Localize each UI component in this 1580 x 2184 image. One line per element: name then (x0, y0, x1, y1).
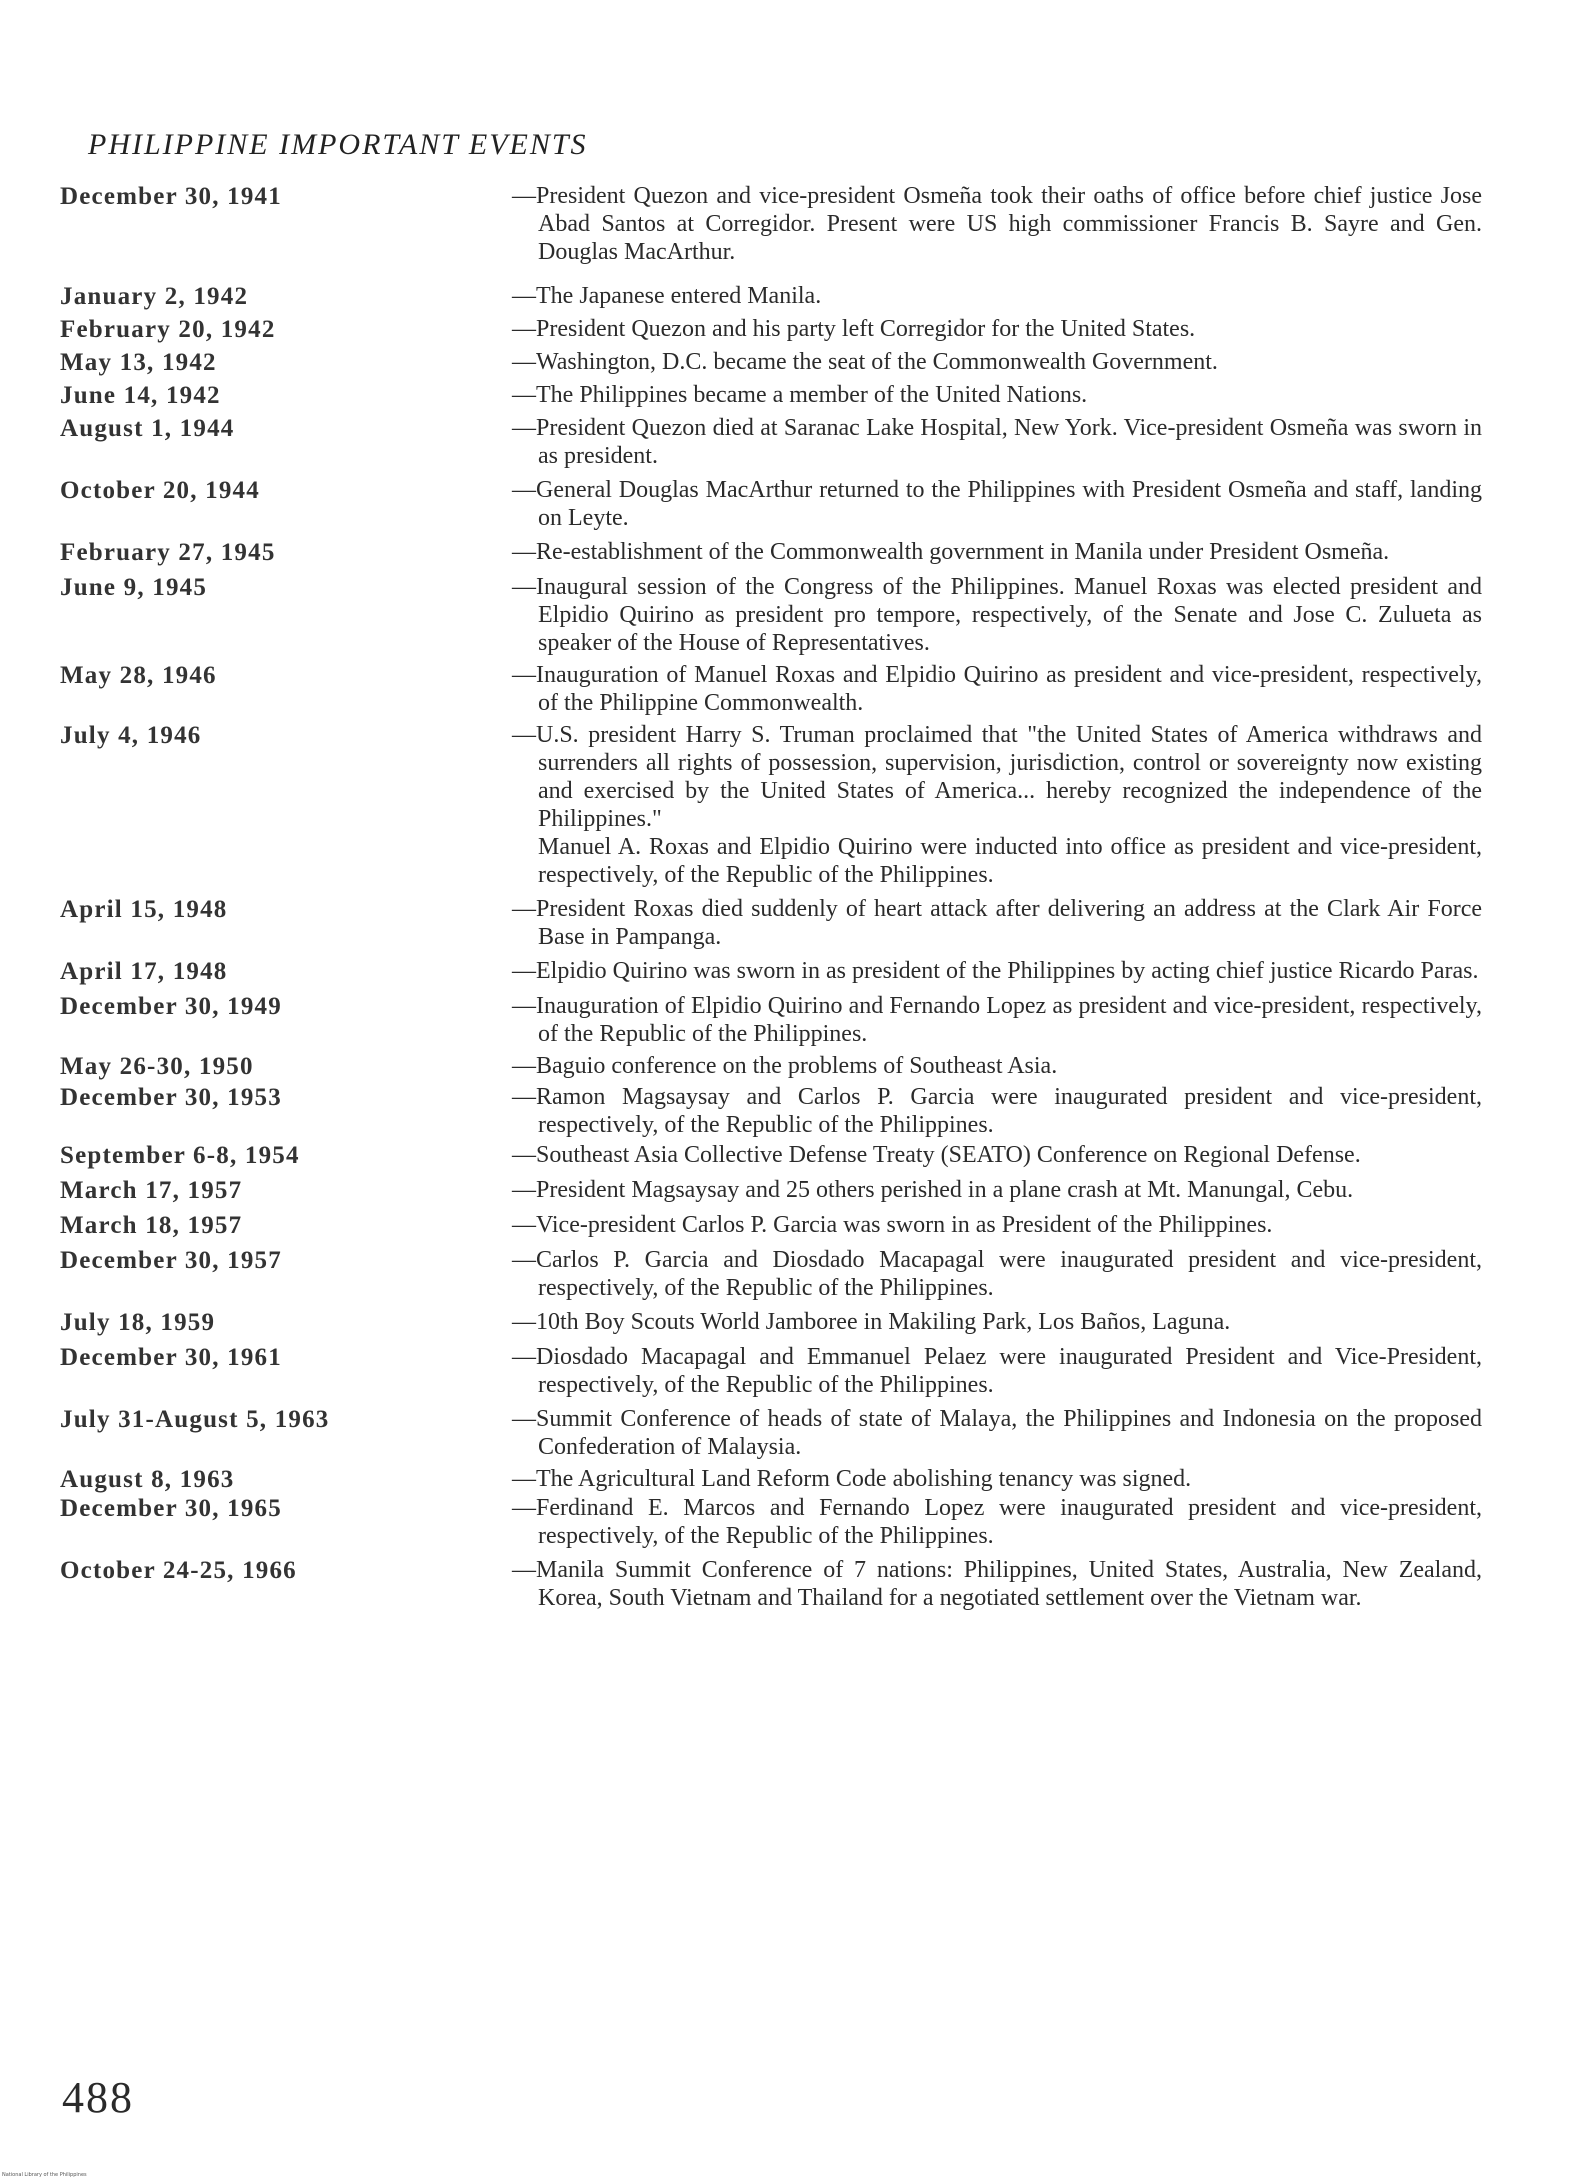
event-date: June 14, 1942 (60, 382, 221, 409)
page-number: 488 (62, 2073, 134, 2122)
event-row (60, 1052, 1500, 1081)
event-date: December 30, 1965 (60, 1495, 282, 1522)
event-date: August 8, 1963 (60, 1466, 235, 1493)
event-description-part: —U.S. president Harry S. Truman proclaimed that "the United States of America withdraws and surrenders all rights of possession, supervision, jurisdiction, control or sovereignty now existing and exercised by the United States of America... hereby recognized the independence of the Philippines." (512, 722, 1482, 832)
event-row (60, 381, 1500, 410)
event-row (60, 1494, 1500, 1550)
event-date: May 28, 1946 (60, 662, 217, 689)
event-date: February 20, 1942 (60, 316, 276, 343)
event-row (60, 1343, 1500, 1399)
event-date: January 2, 1942 (60, 283, 249, 310)
event-description: —10th Boy Scouts World Jamboree in Makiling Park, Los Baños, Laguna. (512, 1309, 1231, 1335)
event-row (60, 1465, 1500, 1494)
event-date: December 30, 1941 (60, 183, 282, 210)
event-description: —Inaugural session of the Congress of the Philippines. Manuel Roxas was elected president and Elpidio Quirino as president pro tempore, respectively, of the Senate and Jose C. Zulueta as speaker of the House of Representatives. (512, 574, 1482, 656)
event-date: July 31-August 5, 1963 (60, 1406, 330, 1433)
event-row (60, 348, 1500, 377)
event-description: —Inauguration of Elpidio Quirino and Fernando Lopez as president and vice-president, respectively, of the Republic of the Philippines. (512, 993, 1482, 1047)
event-description: —Baguio conference on the problems of Southeast Asia. (512, 1053, 1058, 1079)
event-date: October 24-25, 1966 (60, 1557, 297, 1584)
event-description: —General Douglas MacArthur returned to the Philippines with President Osmeña and staff, landing on Leyte. (512, 477, 1482, 531)
event-description: —Elpidio Quirino was sworn in as president of the Philippines by acting chief justice Ricardo Paras. (512, 958, 1479, 984)
event-row (60, 282, 1500, 311)
event-row (60, 573, 1500, 657)
event-row (60, 1556, 1500, 1612)
event-row (60, 1405, 1500, 1461)
event-description: —President Quezon and vice-president Osmeña took their oaths of office before chief justice Jose Abad Santos at Corregidor. Present were US high commissioner Francis B. Sayre and Gen. Douglas MacArthur. (512, 183, 1482, 265)
event-description: —The Philippines became a member of the United Nations. (512, 382, 1088, 408)
event-description-continued: Manuel A. Roxas and Elpidio Quirino were inducted into office as president and vice-president, respectively, of the Republic of the Philippines. (538, 834, 1482, 888)
event-description: —Inauguration of Manuel Roxas and Elpidio Quirino as president and vice-president, respectively, of the Philippine Commonwealth. (512, 662, 1482, 716)
event-description: —Summit Conference of heads of state of Malaya, the Philippines and Indonesia on the proposed Confederation of Malaysia. (512, 1406, 1482, 1460)
event-date: August 1, 1944 (60, 415, 235, 442)
event-description: —The Japanese entered Manila. (512, 283, 822, 309)
event-date: March 18, 1957 (60, 1212, 243, 1239)
event-description (512, 721, 1482, 889)
event-row (60, 661, 1500, 717)
event-row (60, 895, 1500, 951)
event-date: December 30, 1953 (60, 1084, 282, 1111)
event-date: March 17, 1957 (60, 1177, 243, 1204)
event-description: —Washington, D.C. became the seat of the Commonwealth Government. (512, 349, 1218, 375)
event-description: —Ramon Magsaysay and Carlos P. Garcia were inaugurated president and vice-president, respectively, of the Republic of the Philippines. (512, 1084, 1482, 1138)
event-row (60, 1211, 1500, 1240)
event-date: October 20, 1944 (60, 477, 260, 504)
event-date: December 30, 1957 (60, 1247, 282, 1274)
event-description: —Manila Summit Conference of 7 nations: Philippines, United States, Australia, New Zealand, Korea, South Vietnam and Thailand for a negotiated settlement over the Vietnam war. (512, 1557, 1482, 1611)
event-row (60, 414, 1500, 470)
event-date: May 26-30, 1950 (60, 1053, 254, 1080)
event-description: —Southeast Asia Collective Defense Treaty (SEATO) Conference on Regional Defense. (512, 1142, 1361, 1168)
event-date: May 13, 1942 (60, 349, 217, 376)
event-row (60, 315, 1500, 344)
event-date: September 6-8, 1954 (60, 1142, 300, 1169)
event-row (60, 476, 1500, 532)
footer-source: National Library of the Philippines (2, 2172, 87, 2178)
event-row (60, 957, 1500, 986)
event-description: —President Quezon and his party left Corregidor for the United States. (512, 316, 1196, 342)
event-description: —President Roxas died suddenly of heart attack after delivering an address at the Clark Air Force Base in Pampanga. (512, 896, 1482, 950)
event-date: December 30, 1949 (60, 993, 282, 1020)
event-description: —Re-establishment of the Commonwealth government in Manila under President Osmeña. (512, 539, 1390, 565)
event-row (60, 182, 1500, 266)
event-description: —The Agricultural Land Reform Code abolishing tenancy was signed. (512, 1466, 1192, 1492)
event-row (60, 721, 1500, 889)
page-title: PHILIPPINE IMPORTANT EVENTS (88, 128, 588, 161)
event-date: July 18, 1959 (60, 1309, 216, 1336)
event-date: December 30, 1961 (60, 1344, 282, 1371)
event-row (60, 1246, 1500, 1302)
event-row (60, 992, 1500, 1048)
event-row (60, 1083, 1500, 1139)
event-description: —Diosdado Macapagal and Emmanuel Pelaez were inaugurated President and Vice-President, respectively, of the Republic of the Philippines. (512, 1344, 1482, 1398)
events-list (60, 182, 1500, 1612)
event-date: July 4, 1946 (60, 722, 202, 749)
event-row (60, 1141, 1500, 1170)
event-description: —Ferdinand E. Marcos and Fernando Lopez were inaugurated president and vice-president, respectively, of the Republic of the Philippines. (512, 1495, 1482, 1549)
event-date: April 15, 1948 (60, 896, 228, 923)
event-row (60, 1308, 1500, 1337)
event-date: April 17, 1948 (60, 958, 228, 985)
event-description: —President Quezon died at Saranac Lake Hospital, New York. Vice-president Osmeña was sworn in as president. (512, 415, 1482, 469)
event-description: —Carlos P. Garcia and Diosdado Macapagal were inaugurated president and vice-president, respectively, of the Republic of the Philippines. (512, 1247, 1482, 1301)
event-row (60, 538, 1500, 567)
event-date: February 27, 1945 (60, 539, 276, 566)
event-description: —Vice-president Carlos P. Garcia was sworn in as President of the Philippines. (512, 1212, 1273, 1238)
event-description: —President Magsaysay and 25 others perished in a plane crash at Mt. Manungal, Cebu. (512, 1177, 1354, 1203)
event-date: June 9, 1945 (60, 574, 208, 601)
event-row (60, 1176, 1500, 1205)
